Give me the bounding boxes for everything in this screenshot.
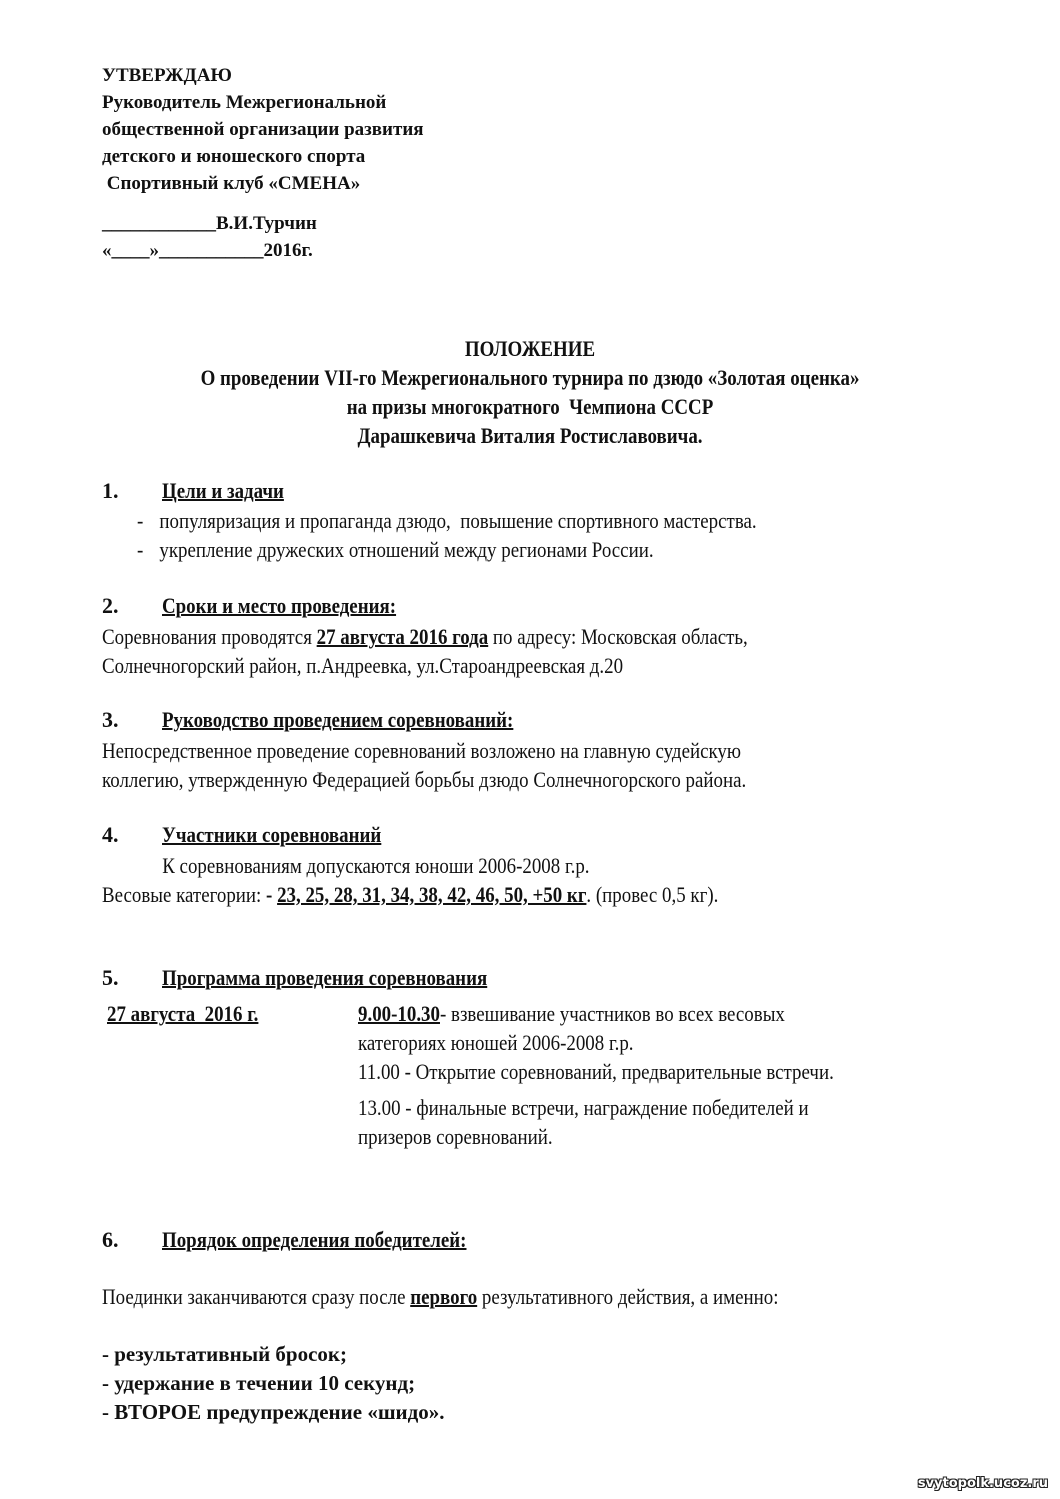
document-title xyxy=(0,334,1060,450)
schedule-time: 11.00 xyxy=(358,1059,400,1084)
section-4-heading xyxy=(0,822,1060,852)
signature-block xyxy=(102,210,317,264)
dash: - xyxy=(137,508,144,533)
text: по адресу: Московская область, xyxy=(488,624,748,649)
section-number: 4. xyxy=(102,822,119,847)
weights-list: 23, 25, 28, 31, 34, 38, 42, 46, 50, +50 кг xyxy=(277,882,587,907)
paragraph-line: К соревнованиям допускаются юноши 2006-2008 г.р. xyxy=(162,853,590,878)
site-watermark: svytopolk.ucoz.ru xyxy=(917,1476,1048,1491)
section-number: 5. xyxy=(102,965,119,990)
text: Поединки заканчиваются сразу после xyxy=(102,1284,411,1309)
schedule-item xyxy=(358,999,834,1028)
approval-line: Спортивный клуб «СМЕНА» xyxy=(102,173,361,194)
section-title: Сроки и место проведения: xyxy=(162,593,397,618)
list-item: - результативный бросок; xyxy=(102,1342,348,1366)
approval-line: общественной организации развития xyxy=(102,119,424,140)
bullet-text: популяризация и пропаганда дзюдо, повышение спортивного мастерства. xyxy=(159,508,757,533)
section-number: 2. xyxy=(102,593,119,618)
bullet-item xyxy=(137,506,757,535)
schedule-item xyxy=(358,1057,834,1086)
approval-block xyxy=(102,62,424,197)
schedule-text: - Открытие соревнований, предварительные встречи. xyxy=(399,1059,834,1084)
text: Соревнования проводятся xyxy=(102,624,317,649)
list-item xyxy=(102,1398,445,1427)
paragraph-line: Непосредственное проведение соревнований возложено на главную судейскую xyxy=(102,738,742,763)
label: Весовые категории: xyxy=(102,882,267,907)
program-schedule xyxy=(358,999,834,1151)
section-3-body xyxy=(102,736,746,794)
dash: - xyxy=(137,537,144,562)
title-line: на призы многократного Чемпиона СССР xyxy=(346,394,714,419)
paragraph-line: коллегию, утвержденную Федерацией борьбы дзюдо Солнечногорского района. xyxy=(102,767,747,792)
dash: - xyxy=(266,882,278,907)
title-line: О проведении VII-го Межрегионального турнира по дзюдо «Золотая оценка» xyxy=(200,365,860,390)
section-6-intro xyxy=(102,1282,778,1311)
section-title: Программа проведения соревнования xyxy=(162,965,488,990)
caps-text: - ВТОРОЕ xyxy=(102,1400,202,1424)
section-1-heading xyxy=(0,478,1060,508)
date-line: «____»___________2016г. xyxy=(102,240,313,261)
schedule-time: 9.00-10.30 xyxy=(358,1001,440,1026)
schedule-item xyxy=(358,1093,834,1122)
section-6-heading xyxy=(0,1227,1060,1257)
event-date: 27 августа 2016 года xyxy=(316,624,489,649)
section-2-body xyxy=(102,622,748,680)
section-1-bullets xyxy=(137,506,757,564)
section-number: 6. xyxy=(102,1227,119,1252)
section-title: Руководство проведением соревнований: xyxy=(162,707,514,732)
title-heading: ПОЛОЖЕНИЕ xyxy=(464,336,596,361)
bullet-item xyxy=(137,535,757,564)
list-item: - удержание в течении 10 секунд; xyxy=(102,1371,416,1395)
text: предупреждение «шидо». xyxy=(201,1400,445,1424)
text: . (провес 0,5 кг). xyxy=(586,882,719,907)
paragraph-line xyxy=(102,622,748,651)
section-5-heading xyxy=(0,965,1060,995)
approval-line: Руководитель Межрегиональной xyxy=(102,92,387,113)
approval-line: детского и юношеского спорта xyxy=(102,146,366,167)
schedule-text: - финальные встречи, награждение победителей и xyxy=(400,1095,809,1120)
schedule-text: - взвешивание участников во всех весовых xyxy=(439,1001,785,1026)
emphasis-first: первого xyxy=(410,1284,478,1309)
section-2-heading xyxy=(0,593,1060,623)
schedule-time: 13.00 xyxy=(358,1095,401,1120)
signature-line: ____________В.И.Турчин xyxy=(102,213,317,234)
approval-heading: УТВЕРЖДАЮ xyxy=(102,65,232,86)
paragraph-line: Солнечногорский район, п.Андреевка, ул.Староандреевская д.20 xyxy=(102,653,624,678)
program-date: 27 августа 2016 г. xyxy=(107,1001,259,1026)
section-3-heading xyxy=(0,707,1060,737)
section-title: Цели и задачи xyxy=(162,478,284,503)
bullet-text: укрепление дружеских отношений между регионами России. xyxy=(159,537,654,562)
section-4-body xyxy=(102,851,718,909)
section-title: Порядок определения победителей: xyxy=(162,1227,467,1252)
title-line: Дарашкевича Виталия Ростиславовича. xyxy=(357,423,703,448)
section-title: Участники соревнований xyxy=(162,822,382,847)
schedule-item-cont: категориях юношей 2006-2008 г.р. xyxy=(358,1030,634,1055)
schedule-item-cont: призеров соревнований. xyxy=(358,1124,553,1149)
section-number: 1. xyxy=(102,478,119,503)
winning-actions-list xyxy=(102,1340,445,1427)
weight-categories xyxy=(102,880,718,909)
text: результативного действия, а именно: xyxy=(477,1284,779,1309)
section-number: 3. xyxy=(102,707,119,732)
